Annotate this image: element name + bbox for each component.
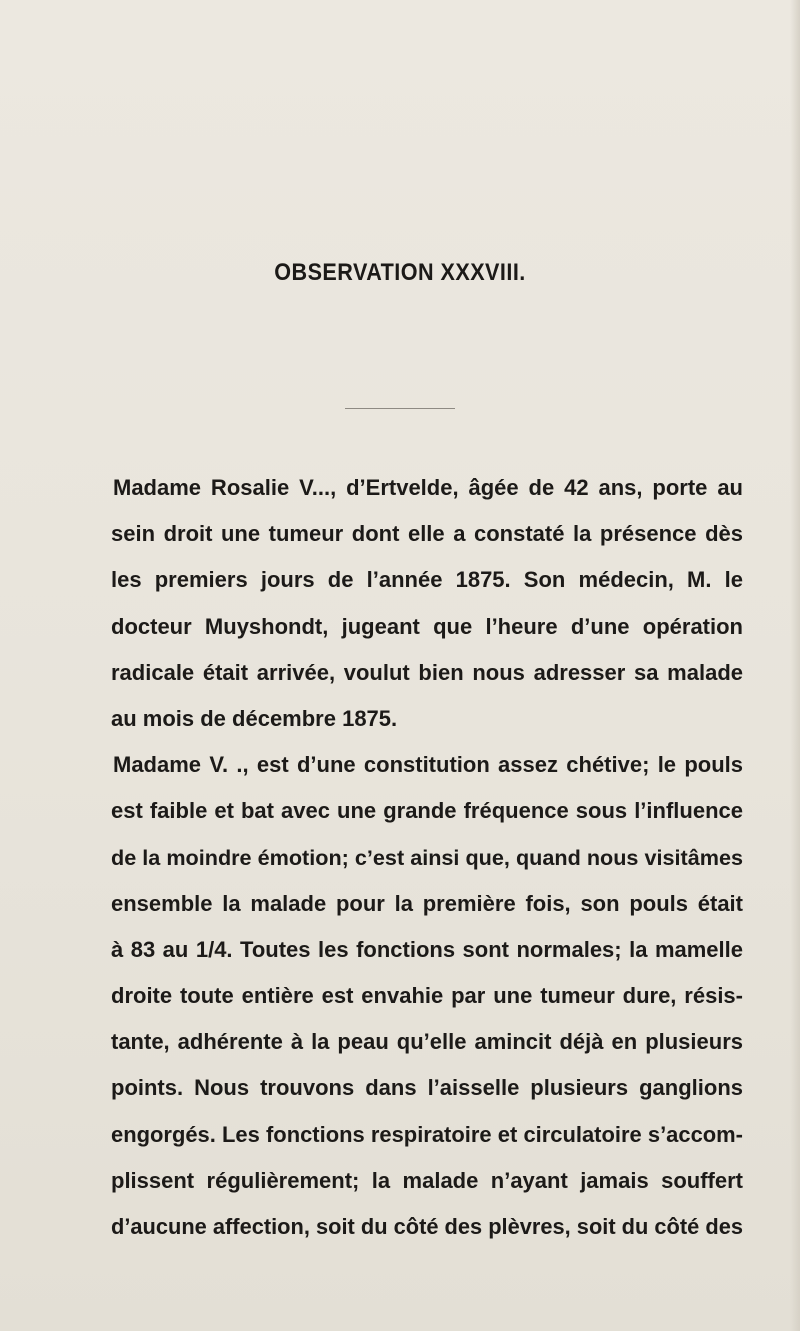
text-line: tante, adhérente à la peau qu’elle amincit déjà en plusieurs xyxy=(111,1029,743,1055)
text-line: Madame V. ., est d’une constitution assez chétive; le pouls xyxy=(113,752,743,778)
text-line: ensemble la malade pour la première fois, son pouls était xyxy=(111,890,743,916)
text-line: Madame Rosalie V..., d’Ertvelde, âgée de 42 ans, porte au xyxy=(113,475,743,500)
text-line: radicale était arrivée, voulut bien nous adresser sa malade xyxy=(111,659,743,685)
text-line: docteur Muyshondt, jugeant que l’heure d’une opération xyxy=(111,613,743,639)
page-edge-shadow xyxy=(790,0,800,1331)
paragraph-1 xyxy=(111,472,743,749)
text-line: à 83 au 1/4. Toutes les fonctions sont normales; la mamelle xyxy=(111,936,743,962)
title-separator-rule xyxy=(345,408,455,409)
paragraph-2 xyxy=(111,749,743,1257)
text-line: sein droit une tumeur dont elle a constaté la présence dès xyxy=(111,521,743,547)
text-line: d’aucune affection, soit du côté des plèvres, soit du côté des xyxy=(111,1214,743,1239)
text-line: au mois de décembre 1875. xyxy=(111,705,398,731)
text-line: engorgés. Les fonctions respiratoire et circulatoire s’accom- xyxy=(111,1121,743,1147)
text-line: les premiers jours de l’année 1875. Son médecin, M. le xyxy=(111,567,743,593)
document-title: OBSERVATION XXXVIII. xyxy=(274,259,526,286)
text-line: points. Nous trouvons dans l’aisselle plusieurs ganglions xyxy=(111,1075,743,1101)
text-line: plissent régulièrement; la malade n’ayant jamais souffert xyxy=(111,1167,743,1193)
text-line: droite toute entière est envahie par une tumeur dure, résis- xyxy=(111,983,743,1009)
text-line: de la moindre émotion; c’est ainsi que, quand nous visitâmes xyxy=(111,844,743,870)
document-body xyxy=(111,472,743,1257)
text-line: est faible et bat avec une grande fréquence sous l’influence xyxy=(111,798,743,824)
